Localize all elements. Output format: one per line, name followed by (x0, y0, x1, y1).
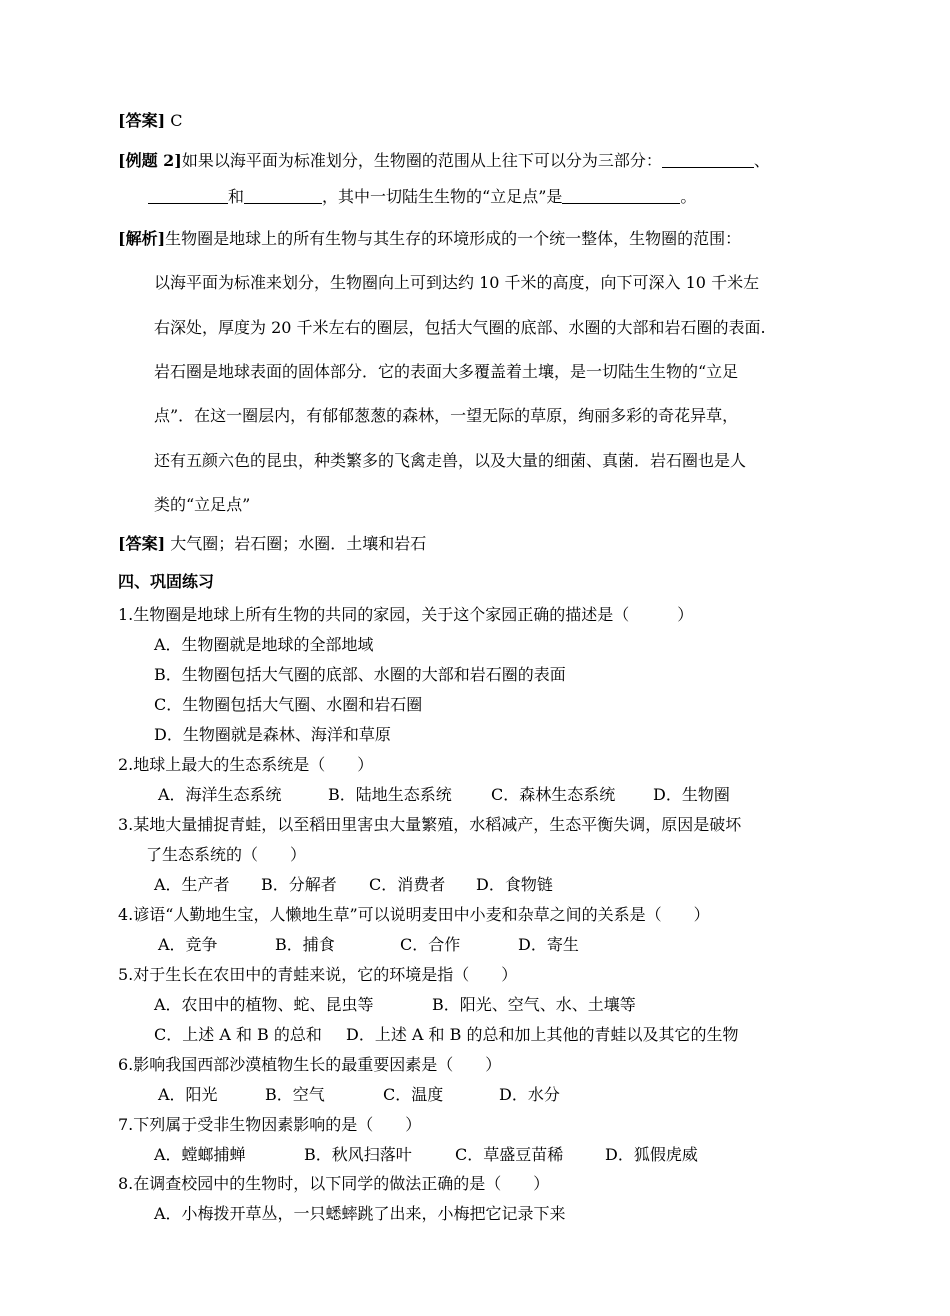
answer-tag: [答案] (118, 534, 166, 553)
question-1-option-d: D．生物圈就是森林、海洋和草原 (154, 725, 391, 744)
question-6-option-c: C．温度 (383, 1085, 444, 1104)
question-5-option-b: B．阳光、空气、水、土壤等 (432, 995, 636, 1014)
question-2-stem: 2.地球上最大的生态系统是（ ） (118, 755, 374, 774)
analysis-line-5: 点”．在这一圈层内，有郁郁葱葱的森林，一望无际的草原，绚丽多彩的奇花异草， (154, 406, 739, 425)
answer-1 (118, 110, 183, 132)
question-6-option-b: B．空气 (265, 1085, 325, 1104)
question-1-option-a: A．生物圈就是地球的全部地域 (154, 635, 374, 654)
analysis-text: 生物圈是地球上的所有生物与其生存的环境形成的一个统一整体，生物圈的范围： (165, 229, 742, 248)
question-6-stem: 6.影响我国西部沙漠植物生长的最重要因素是（ ） (118, 1055, 502, 1074)
example-tag: [例题 2] (118, 151, 182, 170)
example-text: 如果以海平面为标准划分，生物圈的范围从上往下可以分为三部分： (181, 151, 662, 170)
question-2-option-b: B．陆地生态系统 (328, 785, 452, 804)
question-4-option-d: D．寄生 (518, 935, 579, 954)
question-3-stem: 3.某地大量捕捉青蛙，以至稻田里害虫大量繁殖，水稻减产，生态平衡失调，原因是破坏 (118, 815, 742, 834)
question-7-option-b: B．秋风扫落叶 (304, 1145, 412, 1164)
question-3-option-b: B．分解者 (261, 875, 337, 894)
question-5-stem: 5.对于生长在农田中的青蛙来说，它的环境是指（ ） (118, 965, 518, 984)
question-3-options (154, 874, 553, 896)
question-4-option-c: C．合作 (400, 935, 461, 954)
answer-blank-4 (562, 187, 680, 204)
question-3-stem-cont: 了生态系统的（ ） (146, 845, 307, 864)
example-2-line-1 (118, 150, 770, 172)
question-2-options (158, 784, 730, 806)
question-7-option-c: C．草盛豆苗稀 (455, 1145, 564, 1164)
question-7-option-a: A．螳螂捕蝉 (154, 1145, 246, 1164)
question-8-option-a: A．小梅拨开草丛，一只蟋蟀跳了出来，小梅把它记录下来 (154, 1204, 566, 1223)
question-7-options (154, 1144, 698, 1166)
analysis-line-4: 岩石圈是地球表面的固体部分．它的表面大多覆盖着土壤，是一切陆生生物的“立足 (154, 362, 739, 381)
question-1-stem: 1.生物圈是地球上所有生物的共同的家园，关于这个家园正确的描述是（ ） (118, 605, 694, 624)
question-6-option-a: A．阳光 (158, 1085, 218, 1104)
analysis-tag: [解析] (118, 229, 166, 248)
example-text: ，其中一切陆生生物的“立足点”是 (322, 187, 563, 206)
question-4-option-b: B．捕食 (275, 935, 335, 954)
answer-tag: [答案] (118, 111, 166, 130)
answer-blank-2 (148, 187, 228, 204)
analysis-line-3: 右深处，厚度为 20 千米左右的圈层，包括大气圈的底部、水圈的大部和岩石圈的表面. (154, 318, 766, 337)
answer-text: C (170, 111, 183, 130)
question-5-options-row-2 (154, 1024, 739, 1046)
question-1-option-b: B．生物圈包括大气圈的底部、水圈的大部和岩石圈的表面 (154, 665, 566, 684)
question-3-option-d: D．食物链 (476, 875, 553, 894)
question-7-stem: 7.下列属于受非生物因素影响的是（ ） (118, 1115, 422, 1134)
question-5-option-a: A．农田中的植物、蛇、昆虫等 (154, 995, 374, 1014)
question-4-stem: 4.谚语“人勤地生宝，人懒地生草”可以说明麦田中小麦和杂草之间的关系是（ ） (118, 905, 710, 924)
analysis-line-1 (118, 228, 741, 250)
question-8-stem: 8.在调查校园中的生物时，以下同学的做法正确的是（ ） (118, 1174, 550, 1193)
example-2-line-2 (148, 186, 696, 208)
answer-blank-3 (244, 187, 322, 204)
question-2-option-a: A．海洋生态系统 (158, 785, 282, 804)
question-3-option-a: A．生产者 (154, 875, 230, 894)
question-2-option-d: D．生物圈 (653, 785, 730, 804)
question-2-option-c: C．森林生态系统 (491, 785, 616, 804)
question-3-option-c: C．消费者 (369, 875, 446, 894)
question-6-options (158, 1084, 560, 1106)
analysis-line-7: 类的“立足点” (154, 495, 251, 514)
separator: 和 (228, 187, 245, 206)
question-4-options (158, 934, 579, 956)
question-1-option-c: C．生物圈包括大气圈、水圈和岩石圈 (154, 695, 423, 714)
question-4-option-a: A．竞争 (158, 935, 218, 954)
analysis-line-6: 还有五颜六色的昆虫，种类繁多的飞禽走兽，以及大量的细菌、真菌．岩石圈也是人 (154, 451, 747, 470)
question-7-option-d: D．狐假虎威 (605, 1145, 698, 1164)
answer-text: 大气圈；岩石圈；水圈．土壤和岩石 (170, 534, 427, 553)
separator: 。 (680, 187, 697, 206)
answer-2 (118, 533, 426, 555)
question-5-option-c: C．上述 A 和 B 的总和 (154, 1025, 322, 1044)
question-5-option-d: D．上述 A 和 B 的总和加上其他的青蛙以及其它的生物 (346, 1025, 739, 1044)
question-6-option-d: D．水分 (499, 1085, 560, 1104)
answer-blank-1 (662, 151, 754, 168)
analysis-line-2: 以海平面为标准来划分，生物圈向上可到达约 10 千米的高度，向下可深入 10 千米左 (154, 273, 760, 292)
section-title: 四、巩固练习 (118, 572, 215, 591)
question-5-options-row-1 (154, 994, 636, 1016)
separator: 、 (753, 151, 770, 170)
